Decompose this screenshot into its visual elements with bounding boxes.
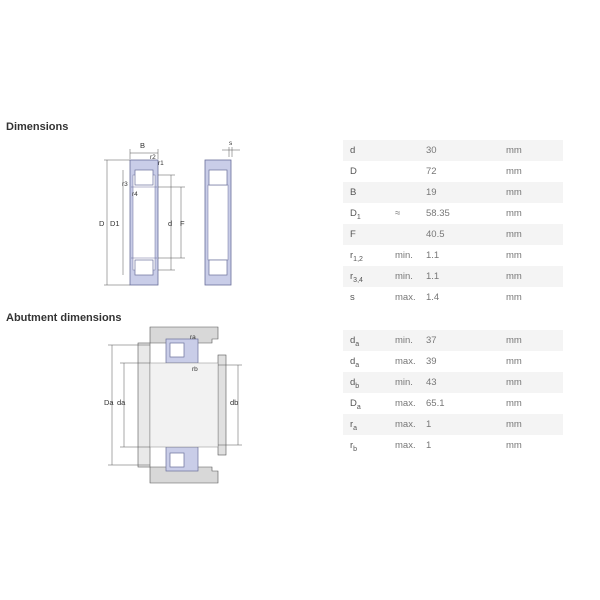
dimensions-table [343,140,563,308]
property-row [343,287,563,308]
property-value: 43 [426,372,506,393]
property-row [343,393,563,414]
bearing-side-view [205,147,240,285]
label-r1: r1 [158,160,164,167]
property-value: 1.1 [426,266,506,287]
label-r3: r3 [122,181,128,188]
property-unit: mm [506,140,563,161]
property-unit: mm [506,292,522,303]
symbol-letter: F [350,229,356,240]
property-row [343,414,563,435]
property-value: 65.1 [426,398,445,409]
symbol-subscript: 3,4 [353,277,363,284]
property-qualifier [395,140,426,161]
property-value: 40.5 [426,224,506,245]
property-value: 1 [426,440,432,451]
label-r2: r2 [150,154,156,161]
property-unit: mm [506,414,563,435]
property-unit: mm [506,166,522,177]
property-value: 1.1 [426,250,440,261]
symbol-subscript: 1,2 [353,256,363,263]
bearing-cross-section [130,160,158,285]
label-ra: ra [190,334,196,341]
symbol-subscript: a [356,404,361,411]
dimensions-heading: Dimensions [6,121,69,133]
symbol-letter: d [350,377,356,388]
symbol-letter: D [350,166,357,177]
property-symbol [343,245,395,266]
symbol-letter: r [350,419,354,430]
property-symbol [343,140,395,161]
property-row [343,140,563,161]
symbol-subscript: 1 [356,214,361,221]
label-F: F [180,219,185,228]
label-s: s [229,140,233,147]
property-value: 30 [426,140,506,161]
property-row [343,203,563,224]
shaft-shoulder [138,343,150,467]
property-unit: mm [506,250,522,261]
label-da: da [117,398,126,407]
property-symbol [343,414,395,435]
property-unit: mm [506,356,522,367]
property-symbol [343,330,395,351]
property-unit: mm [506,208,522,219]
property-value: 58.35 [426,208,450,219]
symbol-letter: d [350,145,356,156]
label-Da: Da [104,398,114,407]
property-symbol [343,224,395,245]
symbol-subscript: b [355,383,360,390]
property-qualifier: ≈ [395,208,401,219]
symbol-letter: d [350,335,356,346]
property-unit: mm [506,440,522,451]
property-qualifier [395,224,426,245]
property-value: 1 [426,414,506,435]
property-value: 72 [426,166,437,177]
property-qualifier: max. [395,440,416,451]
housing-shoulder [218,355,226,455]
symbol-letter: r [350,271,354,282]
property-qualifier: max. [395,398,416,409]
label-D1: D1 [110,219,120,228]
property-row [343,372,563,393]
property-row [343,224,563,245]
symbol-letter: d [350,356,356,367]
symbol-letter: s [350,292,355,303]
bearing-dimensions-drawing [95,135,255,290]
property-symbol [343,161,395,182]
property-row [343,182,563,203]
property-row [343,245,563,266]
property-qualifier: max. [395,414,426,435]
symbol-letter: B [350,187,357,198]
label-D: D [99,219,105,228]
property-row [343,330,563,351]
property-unit: mm [506,224,563,245]
property-symbol [343,266,395,287]
property-value: 39 [426,356,437,367]
label-d: d [168,219,173,228]
abutment-drawing [100,325,260,485]
property-symbol [343,182,395,203]
abutment-heading: Abutment dimensions [6,312,122,324]
label-db: db [230,398,239,407]
property-symbol [343,435,395,456]
symbol-letter: r [350,250,354,261]
property-symbol [343,203,395,224]
property-symbol [343,393,395,414]
property-unit: mm [506,182,563,203]
property-qualifier: max. [395,292,416,303]
label-rb: rb [192,366,198,373]
property-row [343,266,563,287]
property-qualifier [395,161,426,182]
roller-bottom [135,260,153,275]
roller-top [135,170,153,185]
property-symbol [343,372,395,393]
symbol-letter: D [350,208,357,219]
shaft [150,363,218,447]
property-qualifier: min. [395,250,413,261]
label-r4: r4 [132,191,138,198]
property-value: 1.4 [426,292,440,303]
bore [133,175,155,270]
property-unit: mm [506,398,522,409]
symbol-subscript: a [353,425,358,432]
label-B: B [140,141,146,150]
property-qualifier: min. [395,372,426,393]
property-value: 19 [426,182,506,203]
property-qualifier: min. [395,266,426,287]
symbol-letter: D [350,398,357,409]
property-unit: mm [506,266,563,287]
bearing-in-housing [150,339,218,471]
property-symbol [343,287,395,308]
symbol-letter: r [350,440,354,451]
property-row [343,351,563,372]
property-value: 37 [426,330,506,351]
property-symbol [343,351,395,372]
property-qualifier [395,182,426,203]
symbol-subscript: b [353,446,358,453]
property-row [343,435,563,456]
property-unit: mm [506,330,563,351]
property-unit: mm [506,372,563,393]
property-row [343,161,563,182]
property-qualifier: min. [395,330,426,351]
abutment-table [343,330,563,456]
property-qualifier: max. [395,356,416,367]
symbol-subscript: a [355,341,360,348]
symbol-subscript: a [355,362,360,369]
